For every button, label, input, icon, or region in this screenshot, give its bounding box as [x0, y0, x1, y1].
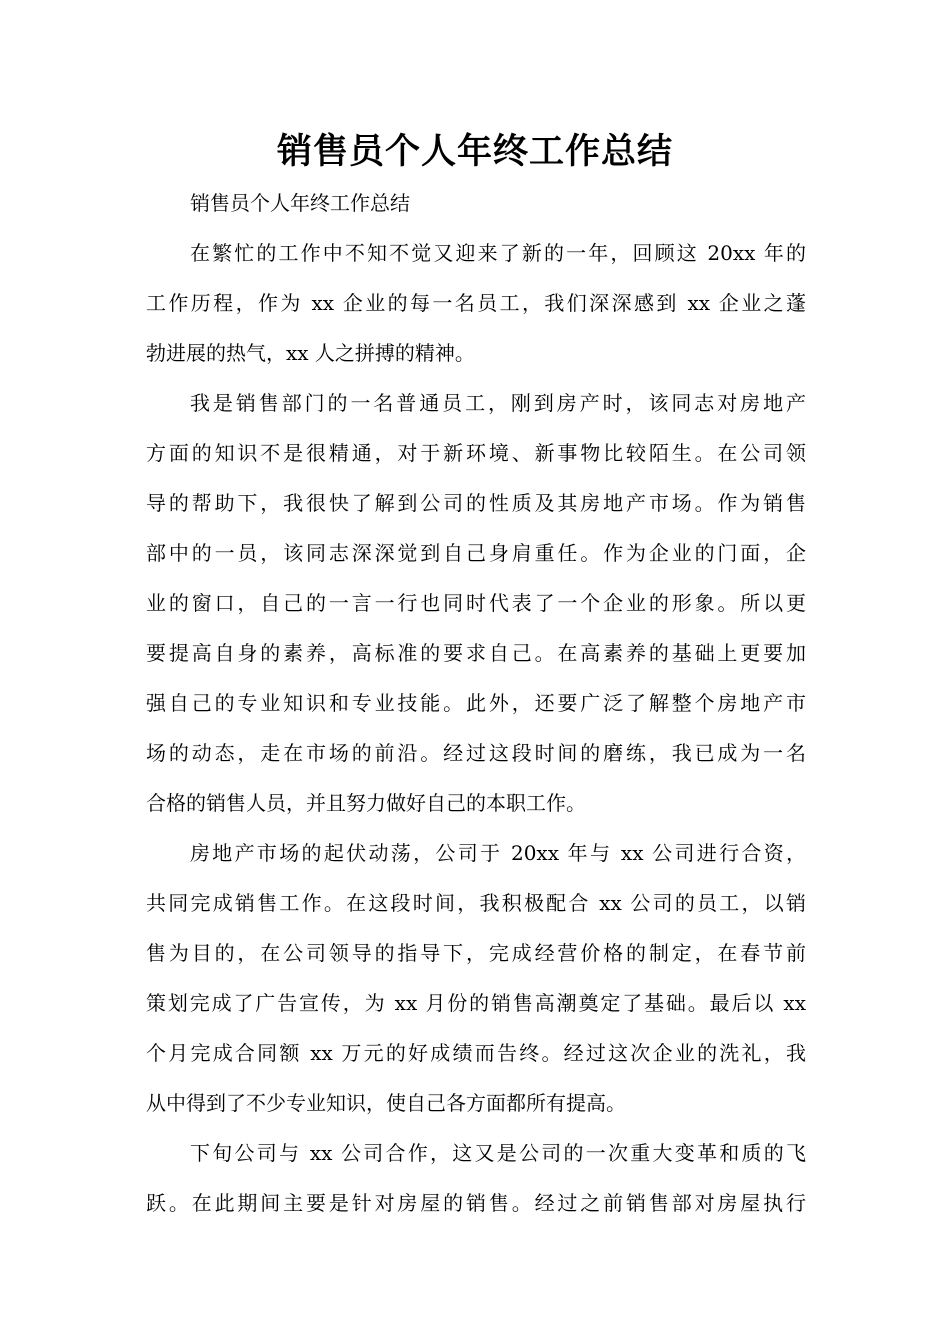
paragraph-line: 部中的一员，该同志深深觉到自己身肩重任。作为企业的门面，企 — [146, 541, 806, 565]
paragraph-line: 导的帮助下，我很快了解到公司的性质及其房地产市场。作为销售 — [146, 491, 806, 515]
paragraph-line: 勃进展的热气，xx 人之拼搏的精神。 — [146, 341, 475, 365]
paragraph-line: 共同完成销售工作。在这段时间，我积极配合 xx 公司的员工，以销 — [146, 891, 806, 915]
paragraph-line: 要提高自身的素养，高标准的要求自己。在高素养的基础上更要加 — [146, 641, 806, 665]
paragraph-line: 强自己的专业知识和专业技能。此外，还要广泛了解整个房地产市 — [146, 691, 806, 715]
paragraph-line: 我是销售部门的一名普通员工，刚到房产时，该同志对房地产 — [190, 391, 806, 415]
paragraph-line: 房地产市场的起伏动荡，公司于 20xx 年与 xx 公司进行合资， — [190, 841, 806, 865]
paragraph-line: 个月完成合同额 xx 万元的好成绩而告终。经过这次企业的洗礼，我 — [146, 1041, 806, 1065]
paragraph-line: 场的动态，走在市场的前沿。经过这段时间的磨练，我已成为一名 — [146, 741, 806, 765]
paragraph-line: 合格的销售人员，并且努力做好自己的本职工作。 — [146, 791, 586, 815]
document-title: 销售员个人年终工作总结 — [276, 132, 673, 172]
paragraph-line: 售为目的，在公司领导的指导下，完成经营价格的制定，在春节前 — [146, 941, 806, 965]
paragraph-line: 从中得到了不少专业知识，使自己各方面都所有提高。 — [146, 1091, 626, 1115]
document-body — [146, 178, 806, 1228]
paragraph-line: 策划完成了广告宣传，为 xx 月份的销售高潮奠定了基础。最后以 xx — [146, 991, 806, 1015]
paragraph-line: 在繁忙的工作中不知不觉又迎来了新的一年，回顾这 20xx 年的 — [190, 241, 806, 265]
paragraph-line: 下旬公司与 xx 公司合作，这又是公司的一次重大变革和质的飞 — [190, 1141, 806, 1165]
paragraph-line: 业的窗口，自己的一言一行也同时代表了一个企业的形象。所以更 — [146, 591, 806, 615]
paragraph-line: 工作历程，作为 xx 企业的每一名员工，我们深深感到 xx 企业之蓬 — [146, 291, 806, 315]
paragraph-line: 方面的知识不是很精通，对于新环境、新事物比较陌生。在公司领 — [146, 441, 806, 465]
paragraph-line: 跃。在此期间主要是针对房屋的销售。经过之前销售部对房屋执行 — [146, 1191, 806, 1215]
paragraph-line: 销售员个人年终工作总结 — [190, 191, 410, 215]
